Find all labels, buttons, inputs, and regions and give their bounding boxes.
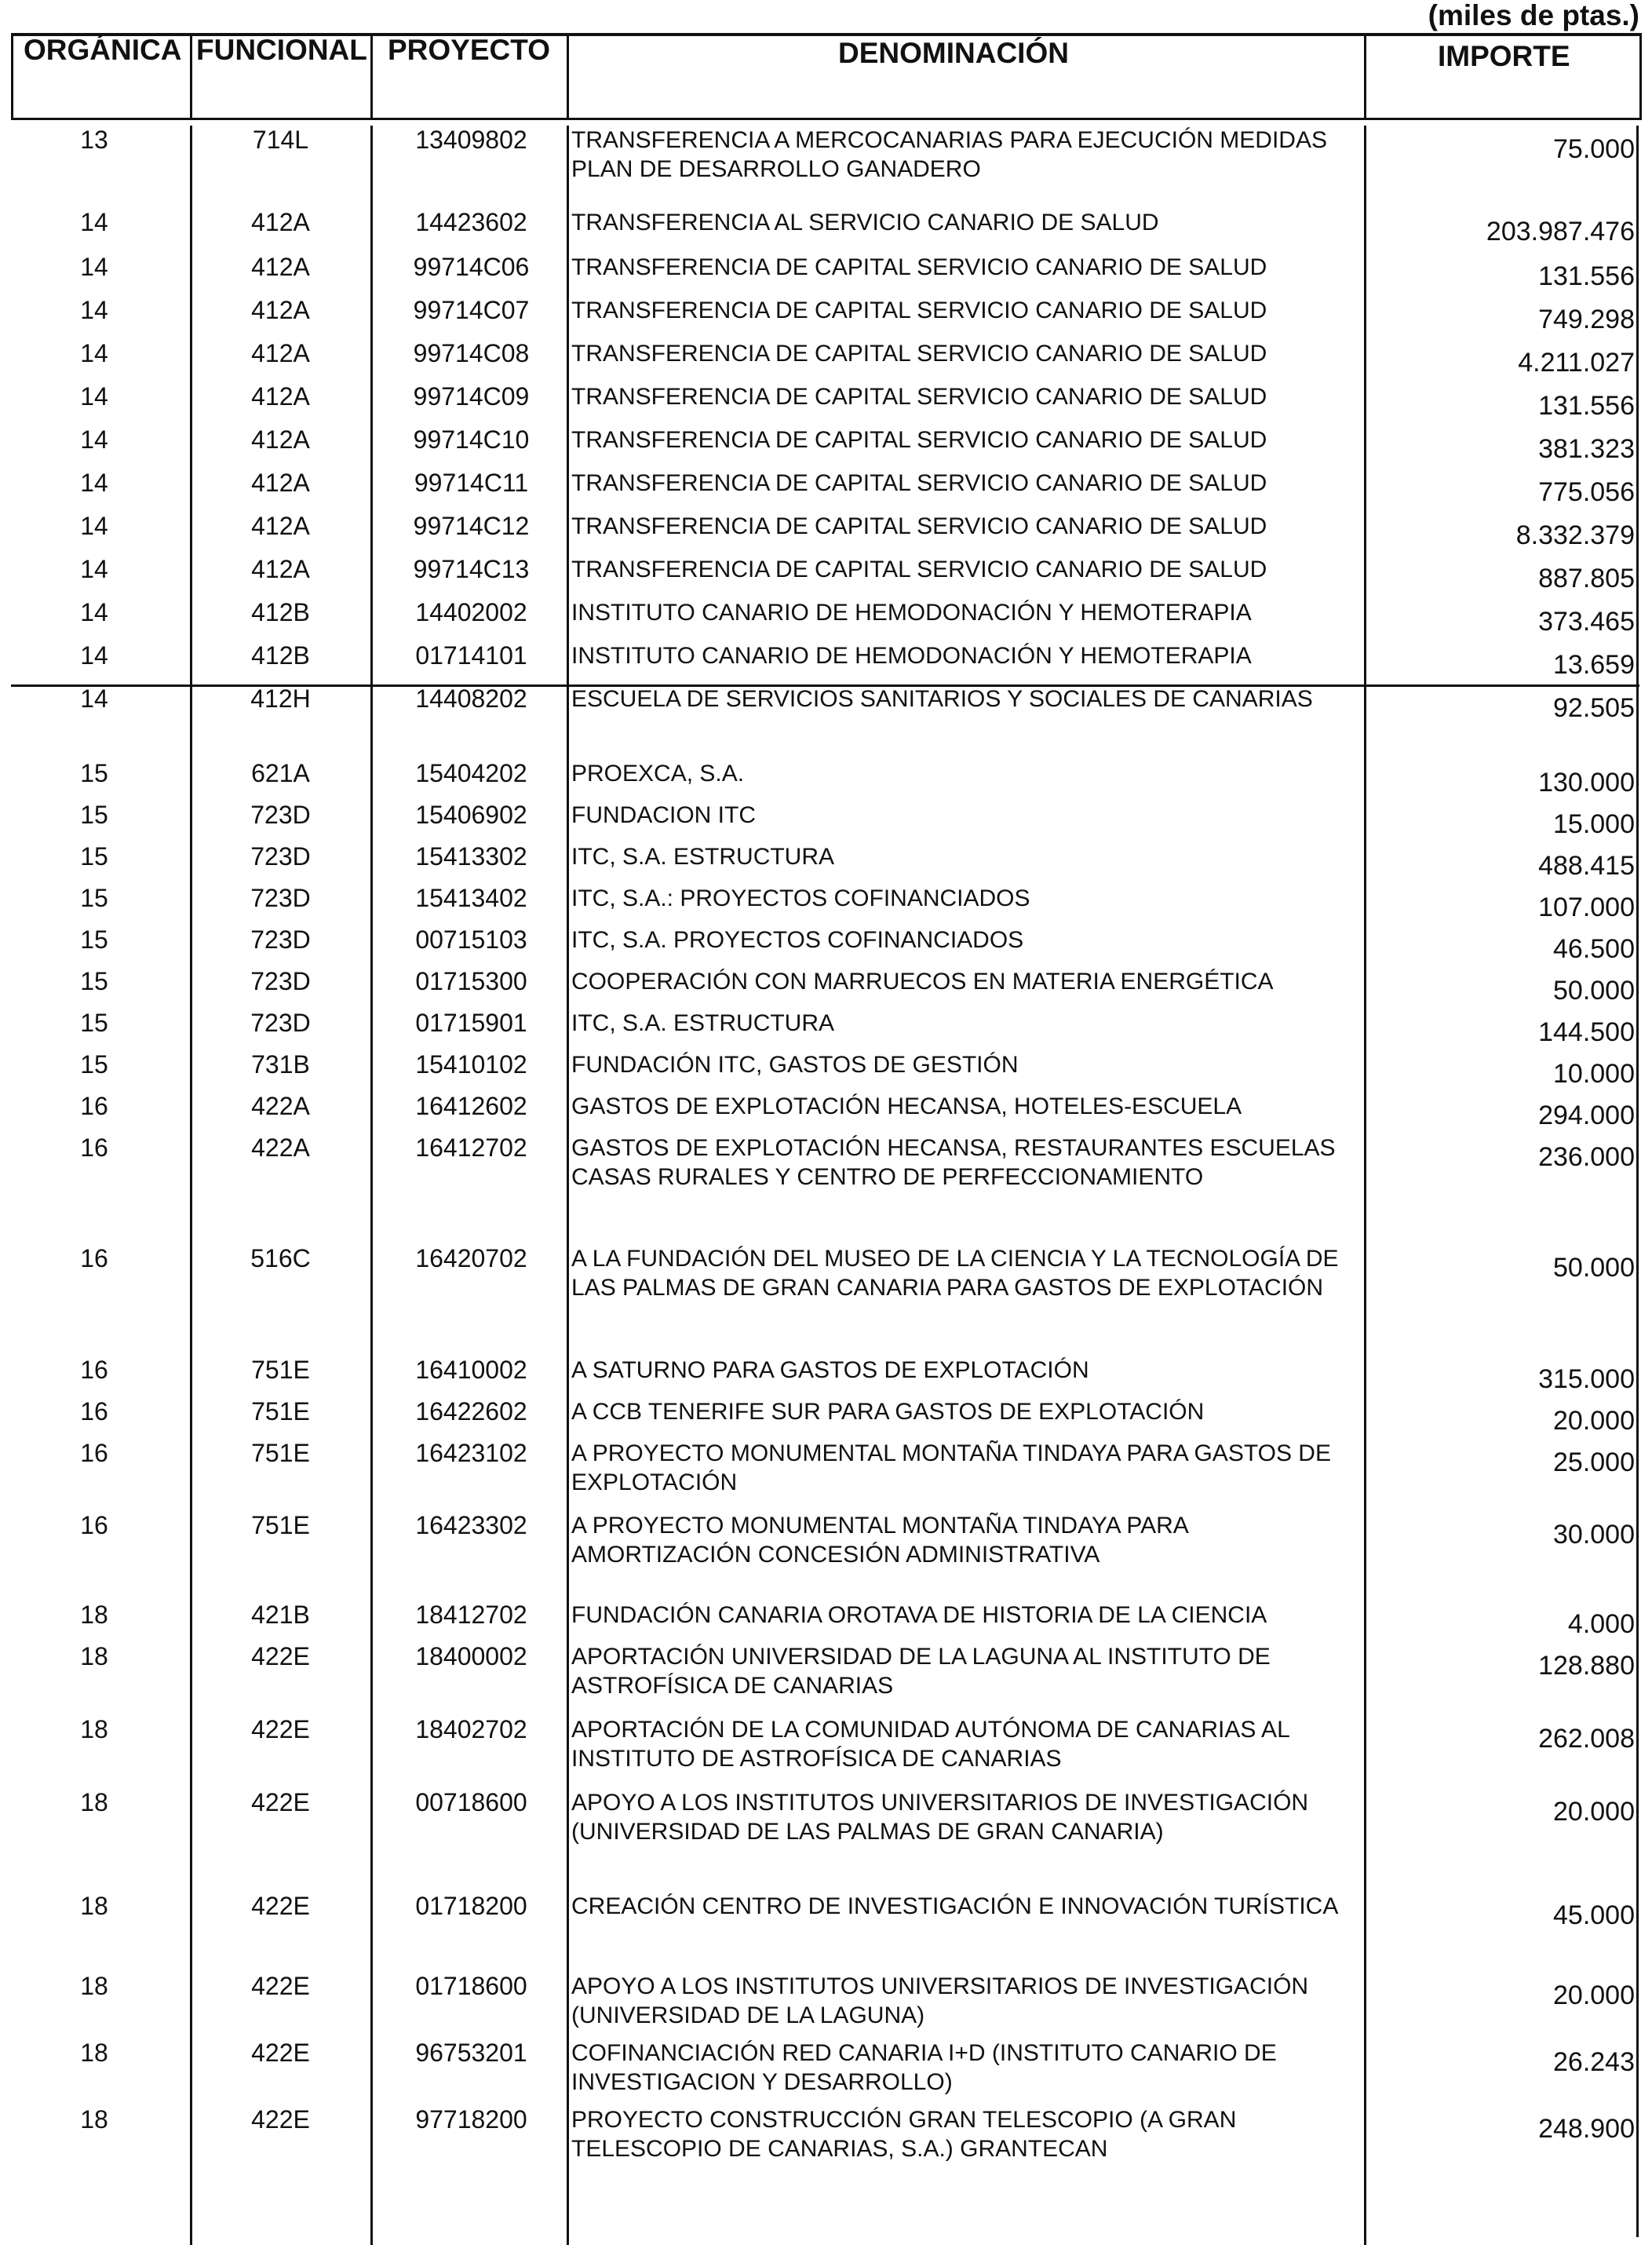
cell-organica: 15 [80, 801, 108, 829]
cell-importe: 46.500 [1553, 934, 1635, 964]
cell-proyecto: 15410102 [415, 1050, 527, 1079]
cell-denominacion: TRANSFERENCIA DE CAPITAL SERVICIO CANARIO DE SALUD [571, 384, 1267, 410]
cell-proyecto: 99714C06 [413, 253, 530, 281]
cell-proyecto: 99714C08 [413, 339, 530, 367]
cell-organica: 14 [80, 469, 108, 497]
cell-importe: 749.298 [1538, 305, 1635, 334]
cell-funcional: 516C [250, 1244, 311, 1272]
cell-denominacion: TRANSFERENCIA DE CAPITAL SERVICIO CANARIO DE SALUD [571, 298, 1267, 323]
cell-denominacion: PROEXCA, S.A. [571, 761, 745, 787]
cell-importe: 26.243 [1553, 2047, 1635, 2077]
cell-importe: 381.323 [1538, 434, 1635, 464]
cell-organica: 14 [80, 296, 108, 324]
cell-importe: 20.000 [1553, 1406, 1635, 1436]
cell-organica: 18 [80, 1892, 108, 1920]
cell-importe: 294.000 [1538, 1101, 1635, 1130]
cell-proyecto: 16423302 [415, 1511, 527, 1539]
cell-organica: 15 [80, 1009, 108, 1037]
cell-funcional: 731B [251, 1050, 310, 1079]
cell-organica: 14 [80, 598, 108, 626]
cell-organica: 14 [80, 425, 108, 454]
cell-funcional: 422E [251, 1642, 310, 1670]
cell-funcional: 422E [251, 2039, 310, 2067]
cell-importe: 262.008 [1538, 1724, 1635, 1754]
cell-organica: 16 [80, 1511, 108, 1539]
cell-proyecto: 15413302 [415, 842, 527, 871]
cell-funcional: 421B [251, 1601, 310, 1629]
cell-organica: 14 [80, 641, 108, 670]
cell-funcional: 723D [250, 925, 311, 954]
cell-funcional: 422E [251, 2105, 310, 2134]
cell-proyecto: 15406902 [415, 801, 527, 829]
cell-funcional: 751E [251, 1511, 310, 1539]
cell-organica: 14 [80, 253, 108, 281]
header-divider-1 [190, 33, 192, 120]
cell-denominacion: TRANSFERENCIA DE CAPITAL SERVICIO CANARIO DE SALUD [571, 427, 1267, 453]
cell-proyecto: 13409802 [415, 126, 527, 154]
cell-organica: 14 [80, 512, 108, 540]
header-divider-4 [1364, 33, 1366, 120]
cell-denominacion: A PROYECTO MONUMENTAL MONTAÑA TINDAYA PARA GASTOS DE EXPLOTACIÓN [571, 1440, 1331, 1495]
col-header-proyecto: PROYECTO [388, 34, 550, 66]
cell-organica: 18 [80, 1788, 108, 1816]
cell-funcional: 412A [251, 208, 310, 236]
cell-denominacion: GASTOS DE EXPLOTACIÓN HECANSA, RESTAURANTES ESCUELAS CASAS RURALES Y CENTRO DE PERFECCIONAMIENTO [571, 1135, 1336, 1190]
cell-organica: 15 [80, 967, 108, 995]
cell-organica: 16 [80, 1133, 108, 1162]
cell-organica: 18 [80, 1715, 108, 1743]
cell-importe: 373.465 [1538, 607, 1635, 637]
cell-proyecto: 14408202 [415, 684, 527, 713]
col-header-importe: IMPORTE [1438, 40, 1570, 72]
cell-importe: 4.211.027 [1518, 348, 1635, 378]
cell-funcional: 412A [251, 339, 310, 367]
cell-funcional: 412A [251, 469, 310, 497]
cell-denominacion: TRANSFERENCIA DE CAPITAL SERVICIO CANARIO DE SALUD [571, 254, 1267, 280]
cell-proyecto: 14423602 [415, 208, 527, 236]
cell-importe: 128.880 [1538, 1651, 1635, 1681]
cell-denominacion: COOPERACIÓN CON MARRUECOS EN MATERIA ENERGÉTICA [571, 969, 1274, 995]
cell-proyecto: 00718600 [415, 1788, 527, 1816]
cell-funcional: 723D [250, 842, 311, 871]
cell-funcional: 723D [250, 801, 311, 829]
cell-funcional: 422E [251, 1972, 310, 2000]
cell-funcional: 422E [251, 1715, 310, 1743]
cell-proyecto: 01718200 [415, 1892, 527, 1920]
cell-proyecto: 99714C12 [413, 512, 530, 540]
cell-funcional: 422A [251, 1092, 310, 1120]
cell-proyecto: 18402702 [415, 1715, 527, 1743]
cell-funcional: 621A [251, 759, 310, 787]
cell-proyecto: 96753201 [415, 2039, 527, 2067]
cell-proyecto: 14402002 [415, 598, 527, 626]
cell-denominacion: TRANSFERENCIA DE CAPITAL SERVICIO CANARIO DE SALUD [571, 513, 1267, 539]
cell-importe: 248.900 [1538, 2114, 1635, 2144]
cell-proyecto: 01718600 [415, 1972, 527, 2000]
cell-proyecto: 00715103 [415, 925, 527, 954]
cell-importe: 131.556 [1538, 261, 1635, 291]
cell-funcional: 412H [250, 684, 311, 713]
cell-importe: 130.000 [1538, 768, 1635, 798]
cell-funcional: 422E [251, 1892, 310, 1920]
col-header-organica: ORGÁNICA [24, 34, 182, 66]
cell-importe: 488.415 [1538, 851, 1635, 881]
cell-importe: 144.500 [1538, 1017, 1635, 1047]
cell-denominacion: TRANSFERENCIA DE CAPITAL SERVICIO CANARIO DE SALUD [571, 557, 1267, 582]
cell-proyecto: 16422602 [415, 1397, 527, 1425]
cell-denominacion: COFINANCIACIÓN RED CANARIA I+D (INSTITUTO CANARIO DE INVESTIGACION Y DESARROLLO) [571, 2040, 1277, 2095]
cell-importe: 13.659 [1553, 650, 1635, 680]
cell-organica: 16 [80, 1092, 108, 1120]
cell-proyecto: 16420702 [415, 1244, 527, 1272]
cell-proyecto: 16412702 [415, 1133, 527, 1162]
cell-denominacion: TRANSFERENCIA DE CAPITAL SERVICIO CANARIO DE SALUD [571, 341, 1267, 367]
cell-proyecto: 18400002 [415, 1642, 527, 1670]
cell-denominacion: A LA FUNDACIÓN DEL MUSEO DE LA CIENCIA Y LA TECNOLOGÍA DE LAS PALMAS DE GRAN CANARIA PARA GASTOS DE EXPLOTACIÓN [571, 1246, 1339, 1301]
cell-proyecto: 99714C10 [413, 425, 530, 454]
cell-funcional: 751E [251, 1397, 310, 1425]
body-divider-2 [370, 126, 373, 2245]
cell-funcional: 412A [251, 555, 310, 583]
cell-proyecto: 16423102 [415, 1439, 527, 1467]
cell-proyecto: 15413402 [415, 884, 527, 912]
cell-funcional: 714L [252, 126, 309, 154]
cell-denominacion: ESCUELA DE SERVICIOS SANITARIOS Y SOCIALES DE CANARIAS [571, 686, 1313, 712]
cell-proyecto: 16412602 [415, 1092, 527, 1120]
cell-importe: 775.056 [1538, 477, 1635, 507]
cell-organica: 14 [80, 208, 108, 236]
cell-proyecto: 97718200 [415, 2105, 527, 2134]
cell-funcional: 412B [251, 598, 310, 626]
cell-importe: 4.000 [1567, 1609, 1635, 1639]
cell-funcional: 412B [251, 641, 310, 670]
cell-importe: 30.000 [1553, 1520, 1635, 1550]
cell-denominacion: INSTITUTO CANARIO DE HEMODONACIÓN Y HEMOTERAPIA [571, 600, 1252, 626]
cell-organica: 15 [80, 759, 108, 787]
cell-organica: 14 [80, 684, 108, 713]
cell-proyecto: 01715300 [415, 967, 527, 995]
cell-denominacion: FUNDACION ITC [571, 802, 756, 828]
cell-denominacion: APORTACIÓN UNIVERSIDAD DE LA LAGUNA AL INSTITUTO DE ASTROFÍSICA DE CANARIAS [571, 1644, 1271, 1699]
header-divider-2 [370, 33, 373, 120]
cell-organica: 16 [80, 1397, 108, 1425]
cell-importe: 50.000 [1553, 976, 1635, 1006]
cell-organica: 15 [80, 842, 108, 871]
cell-denominacion: A SATURNO PARA GASTOS DE EXPLOTACIÓN [571, 1357, 1089, 1383]
cell-importe: 45.000 [1553, 1900, 1635, 1930]
cell-denominacion: ITC, S.A. ESTRUCTURA [571, 1010, 835, 1036]
cell-proyecto: 99714C07 [413, 296, 530, 324]
cell-organica: 14 [80, 339, 108, 367]
cell-denominacion: PROYECTO CONSTRUCCIÓN GRAN TELESCOPIO (A GRAN TELESCOPIO DE CANARIAS, S.A.) GRANTECAN [571, 2107, 1237, 2162]
cell-funcional: 723D [250, 967, 311, 995]
cell-importe: 15.000 [1553, 809, 1635, 839]
col-header-funcional: FUNCIONAL [196, 34, 367, 66]
cell-importe: 315.000 [1538, 1364, 1635, 1394]
cell-denominacion: INSTITUTO CANARIO DE HEMODONACIÓN Y HEMOTERAPIA [571, 643, 1252, 669]
cell-organica: 16 [80, 1244, 108, 1272]
cell-organica: 18 [80, 2039, 108, 2067]
cell-denominacion: FUNDACIÓN ITC, GASTOS DE GESTIÓN [571, 1052, 1019, 1078]
cell-proyecto: 01715901 [415, 1009, 527, 1037]
header-bottom-rule [11, 118, 1642, 120]
cell-denominacion: TRANSFERENCIA DE CAPITAL SERVICIO CANARIO DE SALUD [571, 470, 1267, 496]
cell-organica: 18 [80, 1642, 108, 1670]
cell-funcional: 412A [251, 512, 310, 540]
cell-importe: 107.000 [1538, 893, 1635, 922]
cell-funcional: 751E [251, 1439, 310, 1467]
cell-importe: 20.000 [1553, 1980, 1635, 2010]
cell-denominacion: CREACIÓN CENTRO DE INVESTIGACIÓN E INNOVACIÓN TURÍSTICA [571, 1893, 1339, 1919]
cell-importe: 92.505 [1553, 693, 1635, 723]
cell-organica: 15 [80, 884, 108, 912]
cell-denominacion: ITC, S.A. ESTRUCTURA [571, 844, 835, 870]
cell-organica: 18 [80, 2105, 108, 2134]
cell-organica: 16 [80, 1356, 108, 1384]
cell-funcional: 422E [251, 1788, 310, 1816]
cell-funcional: 412A [251, 382, 310, 411]
cell-organica: 14 [80, 555, 108, 583]
header-left-border [11, 33, 13, 120]
cell-funcional: 723D [250, 884, 311, 912]
cell-funcional: 723D [250, 1009, 311, 1037]
cell-proyecto: 99714C11 [414, 469, 529, 497]
col-header-denominacion: DENOMINACIÓN [838, 37, 1069, 69]
cell-funcional: 412A [251, 253, 310, 281]
cell-denominacion: ITC, S.A.: PROYECTOS COFINANCIADOS [571, 885, 1030, 911]
cell-importe: 887.805 [1538, 564, 1635, 593]
cell-importe: 20.000 [1553, 1797, 1635, 1827]
cell-importe: 25.000 [1553, 1447, 1635, 1477]
cell-denominacion: A CCB TENERIFE SUR PARA GASTOS DE EXPLOTACIÓN [571, 1399, 1205, 1425]
cell-organica: 14 [80, 382, 108, 411]
cell-denominacion: GASTOS DE EXPLOTACIÓN HECANSA, HOTELES-ESCUELA [571, 1093, 1242, 1119]
cell-proyecto: 01714101 [415, 641, 527, 670]
cell-denominacion: A PROYECTO MONUMENTAL MONTAÑA TINDAYA PARA AMORTIZACIÓN CONCESIÓN ADMINISTRATIVA [571, 1513, 1188, 1568]
cell-importe: 236.000 [1538, 1142, 1635, 1172]
cell-organica: 13 [80, 126, 108, 154]
body-right-border [1636, 126, 1639, 2237]
units-label: (miles de ptas.) [1428, 0, 1639, 31]
cell-proyecto: 15404202 [415, 759, 527, 787]
header-right-border [1639, 33, 1642, 120]
cell-importe: 75.000 [1553, 134, 1635, 164]
cell-importe: 10.000 [1553, 1059, 1635, 1089]
cell-denominacion: APOYO A LOS INSTITUTOS UNIVERSITARIOS DE INVESTIGACIÓN (UNIVERSIDAD DE LA LAGUNA) [571, 1973, 1309, 2028]
cell-proyecto: 16410002 [415, 1356, 527, 1384]
cell-funcional: 751E [251, 1356, 310, 1384]
cell-funcional: 412A [251, 425, 310, 454]
cell-denominacion: APORTACIÓN DE LA COMUNIDAD AUTÓNOMA DE CANARIAS AL INSTITUTO DE ASTROFÍSICA DE CANARIAS [571, 1717, 1289, 1772]
cell-denominacion: APOYO A LOS INSTITUTOS UNIVERSITARIOS DE INVESTIGACIÓN (UNIVERSIDAD DE LAS PALMAS DE GRAN CANARIA) [571, 1790, 1309, 1845]
cell-funcional: 412A [251, 296, 310, 324]
cell-importe: 8.332.379 [1515, 520, 1635, 550]
cell-organica: 15 [80, 925, 108, 954]
cell-proyecto: 99714C09 [413, 382, 530, 411]
cell-organica: 15 [80, 1050, 108, 1079]
cell-funcional: 422A [251, 1133, 310, 1162]
cell-importe: 50.000 [1553, 1253, 1635, 1283]
cell-denominacion: TRANSFERENCIA A MERCOCANARIAS PARA EJECUCIÓN MEDIDAS PLAN DE DESARROLLO GANADERO [571, 127, 1327, 182]
cell-denominacion: FUNDACIÓN CANARIA OROTAVA DE HISTORIA DE LA CIENCIA [571, 1602, 1267, 1628]
cell-proyecto: 99714C13 [413, 555, 530, 583]
cell-organica: 18 [80, 1601, 108, 1629]
cell-denominacion: TRANSFERENCIA AL SERVICIO CANARIO DE SALUD [571, 210, 1159, 235]
cell-importe: 131.556 [1538, 391, 1635, 421]
cell-proyecto: 18412702 [415, 1601, 527, 1629]
cell-denominacion: ITC, S.A. PROYECTOS COFINANCIADOS [571, 927, 1024, 953]
header-divider-3 [567, 33, 569, 120]
cell-importe: 203.987.476 [1486, 217, 1635, 246]
cell-organica: 18 [80, 1972, 108, 2000]
cell-organica: 16 [80, 1439, 108, 1467]
